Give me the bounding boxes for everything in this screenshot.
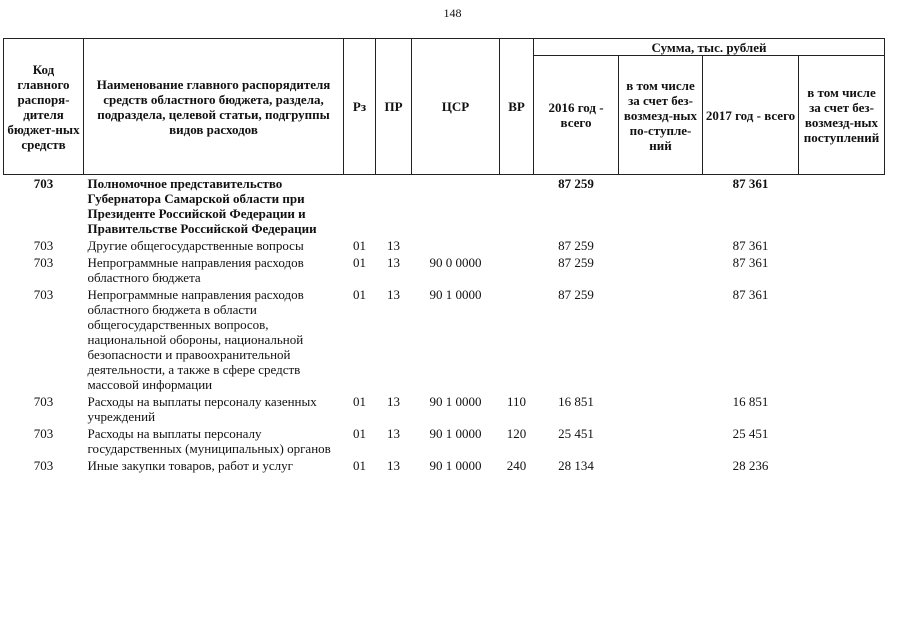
cell-total-2016: 16 851 [558, 394, 594, 409]
cell-total-2016: 87 259 [558, 287, 594, 302]
cell-free-2017 [799, 393, 885, 425]
cell-pr [376, 175, 412, 238]
table-row [4, 425, 885, 457]
header-code: Код главного распоря-дителя бюджет-ных средств [4, 39, 84, 175]
header-vr: ВР [500, 39, 534, 175]
cell-csr: 90 1 0000 [429, 458, 482, 473]
cell-csr: 90 1 0000 [429, 394, 482, 409]
cell-total-2017: 87 361 [732, 238, 769, 253]
table-row [4, 175, 885, 238]
cell-total-2017: 16 851 [732, 394, 769, 409]
header-csr: ЦСР [412, 39, 500, 175]
cell-code: 703 [33, 255, 54, 270]
cell-rz [344, 175, 376, 238]
cell-rz: 01 [353, 255, 366, 270]
cell-free-2016 [619, 393, 703, 425]
cell-code: 703 [33, 238, 54, 253]
table-row [4, 237, 885, 254]
cell-name: Непрограммные направления расходов областного бюджета в области общегосударственных вопросов, национальной обороны, национальной безопасности и правоохранительной деятельности, а также в сфере средств массовой информации [87, 287, 304, 392]
cell-total-2017: 87 361 [732, 255, 769, 270]
cell-free-2017 [799, 237, 885, 254]
cell-pr: 13 [387, 255, 400, 270]
cell-vr [500, 254, 534, 286]
cell-pr: 13 [387, 394, 400, 409]
cell-rz: 01 [353, 426, 366, 441]
cell-total-2017: 28 236 [732, 458, 769, 473]
cell-free-2016 [619, 457, 703, 474]
cell-code: 703 [33, 287, 54, 302]
header-name: Наименование главного распорядителя средств областного бюджета, раздела, подраздела, целевой статьи, подгруппы видов расходов [84, 39, 344, 175]
cell-vr [500, 237, 534, 254]
cell-total-2016: 87 259 [558, 255, 594, 270]
cell-free-2017 [799, 175, 885, 238]
header-total-2017: 2017 год - всего [703, 56, 799, 175]
cell-pr: 13 [387, 426, 400, 441]
cell-free-2016 [619, 175, 703, 238]
header-sum-group: Сумма, тыс. рублей [534, 39, 885, 56]
cell-free-2017 [799, 425, 885, 457]
header-free-2017: в том числе за счет без-возмезд-ных поступлений [799, 56, 885, 175]
cell-rz: 01 [353, 287, 366, 302]
cell-vr [500, 175, 534, 238]
cell-code: 703 [33, 394, 54, 409]
cell-vr: 240 [506, 458, 527, 473]
cell-free-2016 [619, 286, 703, 393]
cell-name: Другие общегосударственные вопросы [87, 238, 304, 253]
cell-csr: 90 1 0000 [429, 426, 482, 441]
cell-pr: 13 [387, 458, 400, 473]
cell-code: 703 [33, 176, 54, 191]
cell-total-2016: 28 134 [558, 458, 594, 473]
header-pr: ПР [376, 39, 412, 175]
cell-csr [412, 175, 500, 238]
cell-total-2017: 87 361 [732, 287, 769, 302]
cell-name: Расходы на выплаты персоналу казенных учреждений [87, 394, 317, 424]
cell-total-2017: 25 451 [732, 426, 769, 441]
table-row [4, 286, 885, 393]
cell-free-2017 [799, 254, 885, 286]
cell-total-2016: 25 451 [558, 426, 594, 441]
cell-total-2016: 87 259 [558, 238, 594, 253]
cell-code: 703 [33, 458, 54, 473]
cell-vr [500, 286, 534, 393]
cell-rz: 01 [353, 394, 366, 409]
cell-pr: 13 [387, 287, 400, 302]
header-free-2016: в том числе за счет без-возмезд-ных по-ступле-ний [619, 56, 703, 175]
cell-code: 703 [33, 426, 54, 441]
cell-free-2017 [799, 457, 885, 474]
cell-vr: 110 [506, 394, 527, 409]
cell-total-2016: 87 259 [558, 176, 594, 191]
table-row [4, 393, 885, 425]
cell-name: Полномочное представительство Губернатора Самарской области при Президенте Российской Федерации и Правительстве Российской Федерации [87, 176, 317, 236]
table-row [4, 457, 885, 474]
cell-rz: 01 [353, 458, 366, 473]
cell-free-2016 [619, 254, 703, 286]
cell-name: Непрограммные направления расходов областного бюджета [87, 255, 304, 285]
table-row [4, 254, 885, 286]
cell-pr: 13 [387, 238, 400, 253]
cell-name: Иные закупки товаров, работ и услуг [87, 458, 293, 473]
cell-rz: 01 [353, 238, 366, 253]
cell-csr: 90 1 0000 [429, 287, 482, 302]
cell-vr: 120 [506, 426, 527, 441]
cell-total-2017: 87 361 [732, 176, 769, 191]
cell-free-2017 [799, 286, 885, 393]
cell-csr [412, 237, 500, 254]
header-rz: Рз [344, 39, 376, 175]
page-number: 148 [443, 6, 462, 20]
cell-free-2016 [619, 237, 703, 254]
budget-table [3, 38, 885, 474]
cell-free-2016 [619, 425, 703, 457]
cell-name: Расходы на выплаты персоналу государственных (муниципальных) органов [87, 426, 331, 456]
cell-csr: 90 0 0000 [429, 255, 482, 270]
header-total-2016: 2016 год - всего [534, 56, 619, 175]
